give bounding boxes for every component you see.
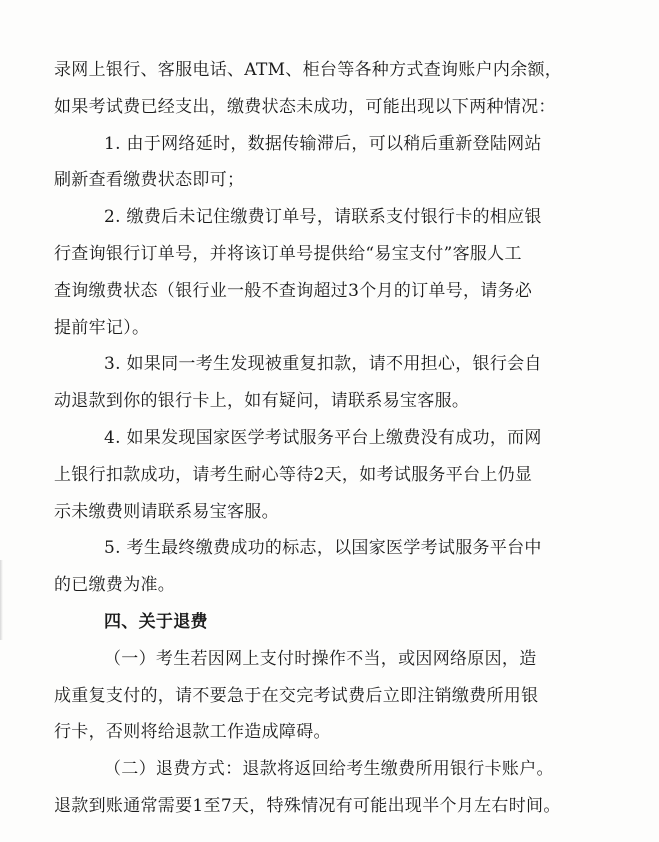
section-heading: 四、关于退费 [104, 611, 208, 632]
paragraph-line: 如果考试费已经支出，缴费状态未成功，可能出现以下两种情况： [54, 96, 556, 117]
scan-edge-shadow [0, 560, 3, 640]
item-5-line: 5. 考生最终缴费成功的标志，以国家医学考试服务平台中 [104, 538, 542, 559]
item-5-line: 的已缴费为准。 [54, 575, 176, 596]
refund-clause-2-line: 退款到账通常需要1至7天，特殊情况有可能出现半个月左右时间。 [54, 795, 561, 816]
refund-clause-1-line: 成重复支付的，请不要急于在交完考试费后立即注销缴费所用银 [54, 685, 539, 706]
refund-clause-2-line: （二）退费方式：退款将返回给考生缴费所用银行卡账户。 [104, 759, 554, 780]
item-1-line: 刷新查看缴费状态即可； [54, 170, 245, 191]
item-3-line: 3. 如果同一考生发现被重复扣款，请不用担心，银行会自 [104, 354, 542, 375]
item-1-line: 1. 由于网络延时，数据传输滞后，可以稍后重新登陆网站 [104, 133, 542, 154]
item-2-line: 2. 缴费后未记住缴费订单号，请联系支付银行卡的相应银 [104, 207, 542, 228]
item-2-line: 行查询银行订单号，并将该订单号提供给“易宝支付”客服人工 [54, 243, 522, 264]
item-4-line: 上银行扣款成功，请考生耐心等待2天，如考试服务平台上仍显 [54, 464, 533, 485]
refund-clause-1-line: 行卡，否则将给退款工作造成障碍。 [54, 722, 331, 743]
paragraph-line: 录网上银行、客服电话、ATM、柜台等各种方式查询账户内余额， [54, 60, 563, 80]
refund-clause-1-line: （一）考生若因网上支付时操作不当，或因网络原因，造 [104, 648, 537, 669]
item-4-line: 4. 如果发现国家医学考试服务平台上缴费没有成功，而网 [104, 427, 542, 448]
item-2-line: 查询缴费状态（银行业一般不查询超过3个月的订单号，请务必 [54, 280, 533, 301]
document-body [54, 52, 624, 825]
item-3-line: 动退款到你的银行卡上，如有疑问，请联系易宝客服。 [54, 391, 470, 412]
item-2-line: 提前牢记）。 [54, 317, 150, 338]
item-4-line: 示未缴费则请联系易宝客服。 [54, 501, 279, 522]
